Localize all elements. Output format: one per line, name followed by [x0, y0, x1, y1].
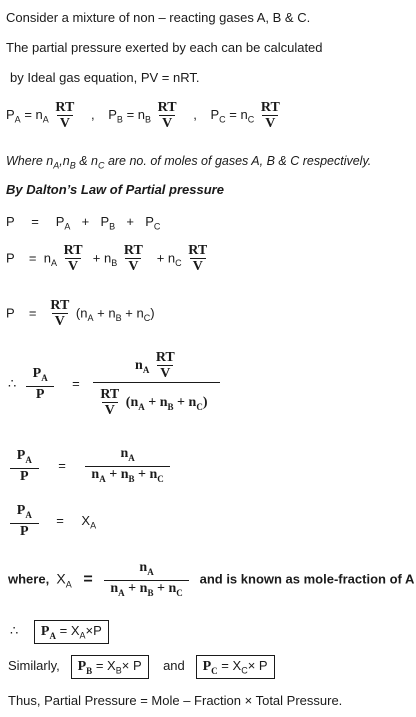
fraction-rt-v: $\frac{RT}{V}$ [100, 387, 120, 418]
result-pa [10, 620, 109, 644]
fraction-rt-v: $\frac{RT}{V}$ [157, 100, 177, 131]
boxed-formula-pa: $P_A = X_A\times P$ [34, 620, 109, 644]
fraction-rt-v: $\frac{RT}{V}$ [155, 350, 175, 381]
dalton-heading: By Dalton’s Law of Partial pressure [6, 182, 224, 197]
fraction-rt-v: $\frac{RT}{V}$ [123, 243, 143, 274]
eq-pa-lhs: $P_A = n_A$ [6, 107, 49, 126]
boxed-formula-pb: $P_B = X_B\times P$ [71, 655, 149, 679]
where-moles-line: Where $n_A,n_B$ & $n_C$ are no. of moles of gases A, B & C respectively. [6, 154, 372, 171]
intro-line-3: by Ideal gas equation, PV = nRT. [10, 70, 200, 85]
equation-ratio-complex: ∴ $\frac{P_A}{P}$ = $n_A$ $\frac{RT}{V}$ $\frac{RT}{V}$ $(n_A + n_B + n_C)$ [8, 350, 220, 419]
fraction-rt-v: $\frac{RT}{V}$ [260, 100, 280, 131]
fraction-rt-v: $\frac{RT}{V}$ [188, 243, 208, 274]
conclusion-line: Thus, Partial Pressure = Mole – Fraction × Total Pressure. [8, 693, 343, 708]
definition-mole-fraction: where, $X_A$ = $\frac{n_A}{n_A + n_B + n_C}$ and is known as mole-fraction of A [8, 560, 414, 601]
equation-total-expanded: P = $n_A$ $\frac{RT}{V}$ + $n_B$ $\frac{RT}{V}$ + $n_C$ $\frac{RT}{V}$ [6, 243, 210, 275]
equation-total-sum: P = $P_A + P_B + P_C$ [6, 214, 161, 232]
fraction-complex: $n_A$ $\frac{RT}{V}$ $\frac{RT}{V}$ $(n_A + n_B + n_C)$ [93, 350, 219, 419]
fraction-pa-p: $\frac{P_A}{P}$ [10, 448, 39, 485]
fraction-rt-v: $\frac{RT}{V}$ [50, 298, 70, 329]
fraction-rt-v: $\frac{RT}{V}$ [55, 100, 75, 131]
eq-pb-lhs: $P_B = n_B$ [108, 107, 152, 126]
fraction-mole-ratio: $\frac{n_A}{n_A + n_B + n_C}$ [85, 446, 169, 487]
equation-ratio-simplified: $\frac{P_A}{P}$ = $\frac{n_A}{n_A + n_B + n_C}$ [10, 446, 170, 487]
eq-pc-lhs: $P_C = n_C$ [210, 107, 255, 126]
fraction-pa-p: $\frac{P_A}{P}$ [10, 503, 39, 540]
therefore-symbol: ∴ [10, 623, 19, 638]
intro-line-2: The partial pressure exerted by each can be calculated [6, 40, 323, 55]
fraction-mole-ratio: $\frac{n_A}{n_A + n_B + n_C}$ [104, 560, 188, 601]
equation-ratio-mole-fraction: $\frac{P_A}{P}$ = $X_A$ [10, 503, 96, 540]
intro-line-1: Consider a mixture of non – reacting gases A, B & C. [6, 10, 311, 25]
boxed-formula-pc: $P_C = X_C\times P$ [196, 655, 275, 679]
equation-partial-pressures: $P_A = n_A$ $\frac{RT}{V}$ , $P_B = n_B$ $\frac{RT}{V}$ , $P_C = n_C$ $\frac{RT}{V}$ [6, 100, 283, 132]
equation-total-factored: P = $\frac{RT}{V}$ $(n_A + n_B + n_C)$ [6, 298, 155, 329]
fraction-rt-v: $\frac{RT}{V}$ [63, 243, 83, 274]
result-pb-pc: Similarly, $P_B = X_B\times P$ and $P_C = X_C\times P$ [8, 655, 275, 679]
therefore-symbol: ∴ [8, 375, 17, 391]
fraction-pa-p: $\frac{P_A}{P}$ [26, 366, 55, 403]
